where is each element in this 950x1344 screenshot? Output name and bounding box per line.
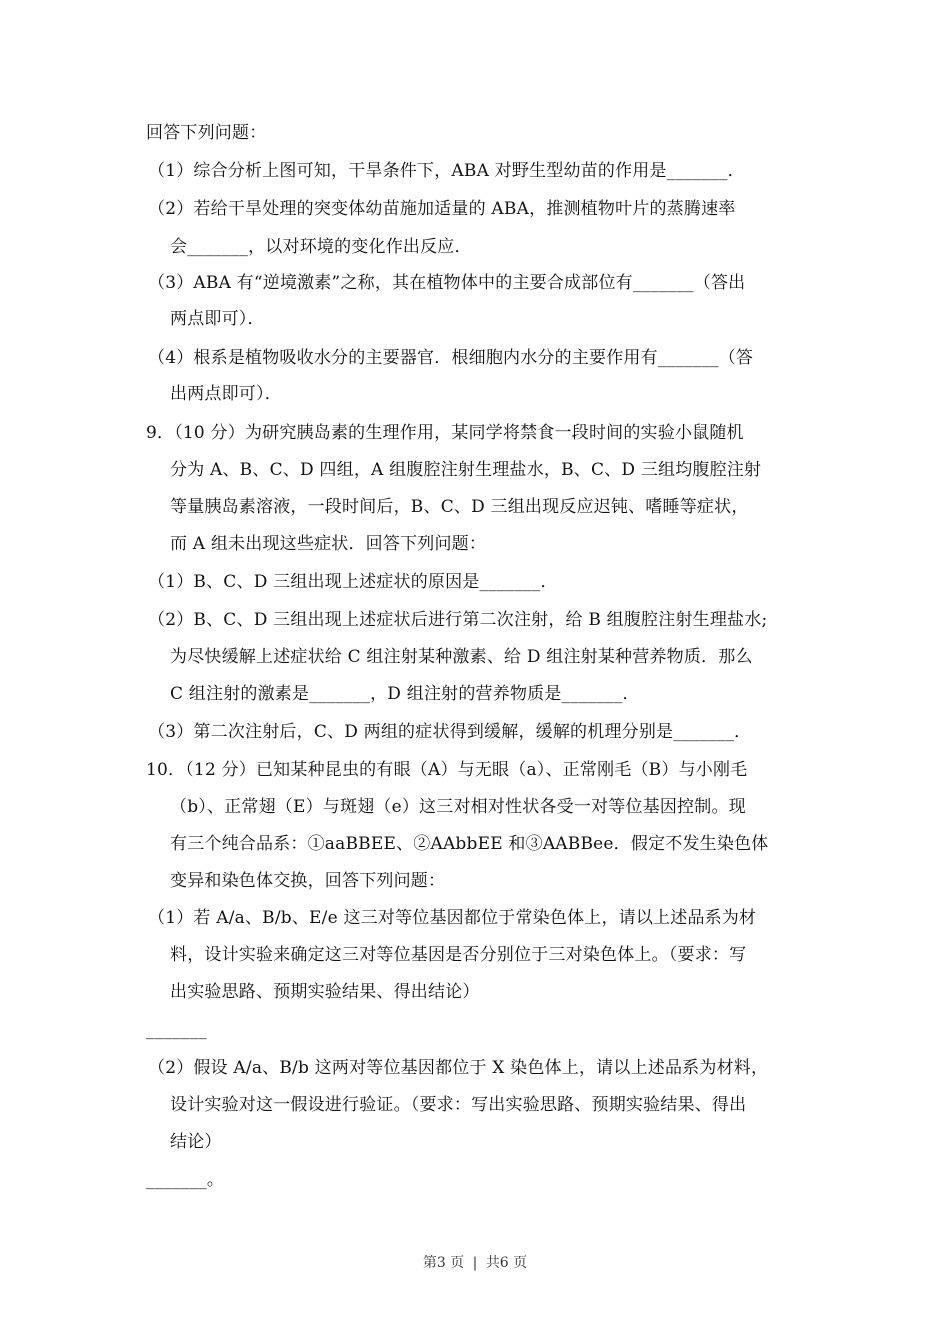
text-line: （4）根系是植物吸收水分的主要器官．根细胞内水分的主要作用有_______（答 [148, 348, 754, 368]
text-line: （2）B、C、D 三组出现上述症状后进行第二次注射，给 B 组腹腔注射生理盐水; [148, 610, 768, 630]
page-footer [0, 1252, 950, 1272]
answer-blank: _______。 [146, 1170, 225, 1190]
text-line: 等量胰岛素溶液，一段时间后，B、C、D 三组出现反应迟钝、嗜睡等症状， [170, 497, 749, 517]
text-line: 设计实验对这一假设进行验证。（要求：写出实验思路、预期实验结果、得出 [170, 1095, 747, 1115]
text-line: （b）、正常翅（E）与斑翅（e）这三对相对性状各受一对等位基因控制。现 [170, 797, 746, 817]
text-line: 出实验思路、预期实验结果、得出结论） [170, 982, 480, 1002]
text-line: （1）综合分析上图可知，干旱条件下，ABA 对野生型幼苗的作用是_______． [148, 161, 745, 181]
text-line: 会_______，以对环境的变化作出反应． [170, 237, 472, 257]
text-line: （3）第二次注射后，C、D 两组的症状得到缓解，缓解的机理分别是_______． [148, 722, 752, 742]
answer-blank: _______ [146, 1020, 207, 1040]
page-number: 第3 页 [422, 1255, 465, 1271]
text-line: 回答下列问题： [146, 123, 267, 143]
text-line: 分为 A、B、C、D 四组，A 组腹腔注射生理盐水，B、C、D 三组均腹腔注射 [170, 460, 762, 480]
text-line: C 组注射的激素是_______，D 组注射的营养物质是_______． [170, 684, 640, 704]
text-line: 出两点即可）． [170, 384, 282, 404]
text-line: （3）ABA 有“逆境激素”之称，其在植物体中的主要合成部位有_______（答出 [148, 273, 746, 293]
text-line: （1）B、C、D 三组出现上述症状的原因是_______． [148, 572, 558, 592]
question-10-stem: 10．（12 分）已知某种昆虫的有眼（A）与无眼（a）、正常刚毛（B）与小刚毛 [146, 760, 748, 780]
text-line: 两点即可）． [170, 309, 265, 329]
footer-separator: | [472, 1255, 478, 1271]
text-line: （1）若 A/a、B/b、E/e 这三对等位基因都位于常染色体上，请以上述品系为材 [148, 908, 757, 928]
question-9-stem: 9．（10 分）为研究胰岛素的生理作用，某同学将禁食一段时间的实验小鼠随机 [146, 423, 744, 443]
text-line: 料，设计实验来确定这三对等位基因是否分别位于三对染色体上。（要求：写 [170, 945, 747, 965]
text-line: 结论） [170, 1132, 222, 1152]
text-line: （2）假设 A/a、B/b 这两对等位基因都位于 X 染色体上，请以上述品系为材料， [148, 1058, 769, 1078]
text-line: 为尽快缓解上述症状给 C 组注射某种激素、给 D 组注射某种营养物质．那么 [170, 647, 753, 667]
text-line: 而 A 组未出现这些症状．回答下列问题： [170, 534, 487, 554]
text-line: 有三个纯合品系：①aaBBEE、②AAbbEE 和③AABBee．假定不发生染色体 [170, 834, 769, 854]
text-line: （2）若给干旱处理的突变体幼苗施加适量的 ABA，推测植物叶片的蒸腾速率 [148, 199, 736, 219]
page-total: 共6 页 [485, 1255, 528, 1271]
text-line: 变异和染色体交换，回答下列问题： [170, 871, 446, 891]
